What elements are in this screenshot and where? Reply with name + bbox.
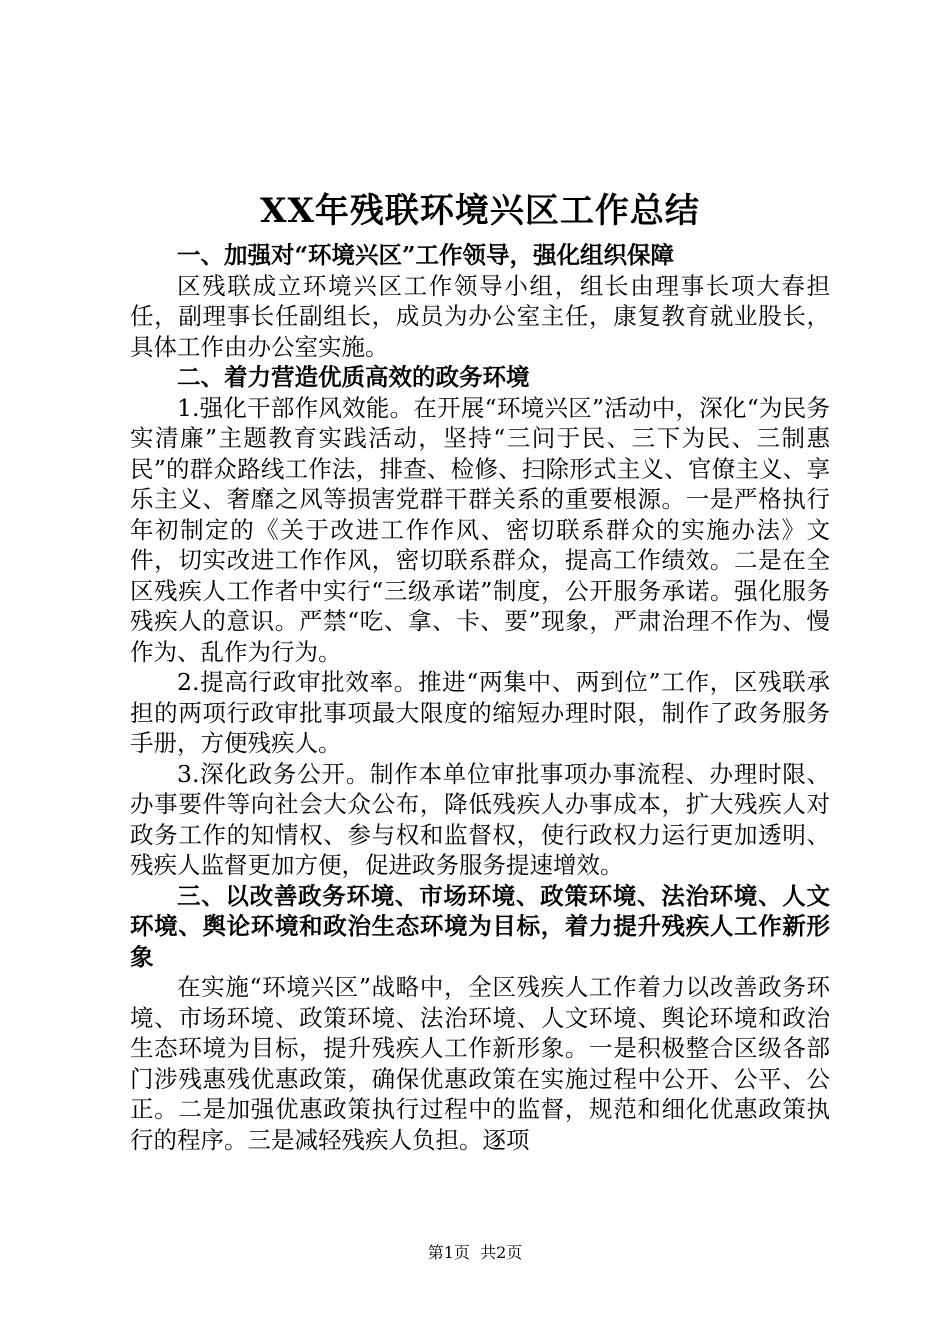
paragraph-3: 在实施“环境兴区”战略中，全区残疾人工作着力以改善政务环境、市场环境、政策环境、法治环境、人文环境、舆论环境和政治生态环境为目标，提升残疾人工作新形象。一是积极整合区级各部门涉残惠残优惠政策，确保优惠政策在实施过程中公开、公平、公正。二是加强优惠政策执行过程中的监督，规范和细化优惠政策执行的程序。三是减轻残疾人负担。逐项 [130, 973, 830, 1154]
paragraph-2-item-2: 2.提高行政审批效率。推进“两集中、两到位”工作，区残联承担的两项行政审批事项最大限度的缩短办理时限，制作了政务服务手册，方便残疾人。 [130, 668, 830, 757]
section-heading-1: 一、加强对“环境兴区”工作领导，强化组织保障 [177, 241, 675, 269]
section-heading-3: 三、以改善政务环境、市场环境、政策环境、法治环境、人文环境、舆论环境和政治生态环境为目标，着力提升残疾人工作新形象 [130, 881, 830, 971]
paragraph-1: 区残联成立环境兴区工作领导小组，组长由理事长项大春担任，副理事长任副组长，成员为办公室主任，康复教育就业股长，具体工作由办公室实施。 [130, 271, 830, 361]
paragraph-2-item-1: 1.强化干部作风效能。在开展“环境兴区”活动中，深化“为民务实清廉”主题教育实践活动，坚持“三问于民、三下为民、三制惠民”的群众路线工作法，排查、检修、扫除形式主义、官僚主义、享乐主义、奢靡之风等损害党群干群关系的重要根源。一是严格执行年初制定的《关于改进工作作风、密切联系群众的实施办法》文件，切实改进工作作风，密切联系群众，提高工作绩效。二是在全区残疾人工作者中实行“三级承诺”制度，公开服务承诺。强化服务残疾人的意识。严禁“吃、拿、卡、要”现象，严肃治理不作为、慢作为、乱作为行为。 [130, 393, 830, 666]
document-title: XX年残联环境兴区工作总结 [260, 191, 700, 231]
section-heading-2: 二、着力营造优质高效的政务环境 [177, 363, 530, 391]
paragraph-2-item-3: 3.深化政务公开。制作本单位审批事项办事流程、办理时限、办事要件等向社会大众公布，降低残疾人办事成本，扩大残疾人对政务工作的知情权、参与权和监督权，使行政权力运行更加透明、残疾人监督更加方便，促进政务服务提速增效。 [130, 759, 830, 879]
page-number: 第1页 [427, 1243, 470, 1262]
page-total: 共2页 [480, 1243, 523, 1262]
document-body [130, 186, 830, 1155]
page-footer [0, 1243, 950, 1263]
